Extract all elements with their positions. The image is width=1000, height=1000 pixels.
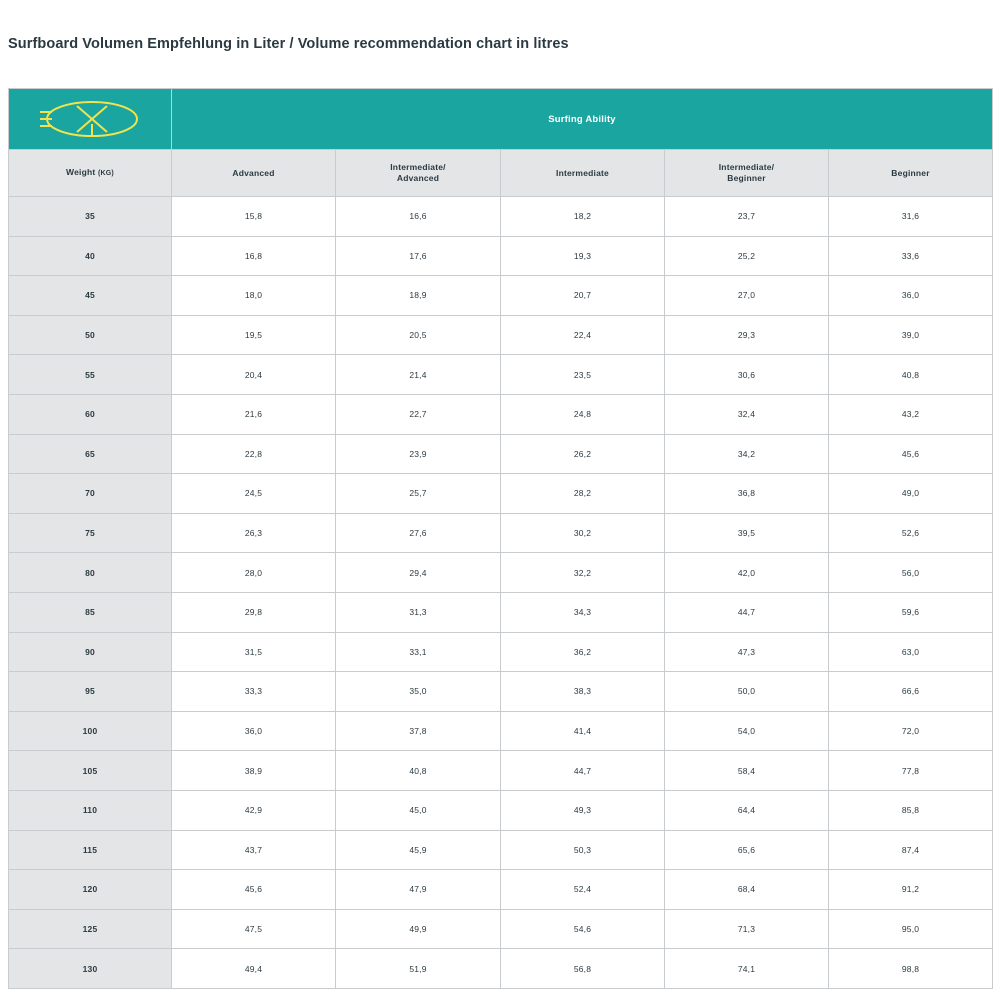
volume-cell-intermediate-beginner: 30,6 <box>665 355 829 395</box>
volume-cell-beginner: 33,6 <box>829 236 993 276</box>
volume-cell-beginner: 52,6 <box>829 513 993 553</box>
table-body <box>9 197 993 989</box>
weight-unit: (KG) <box>97 170 114 178</box>
volume-cell-intermediate: 50,3 <box>501 830 665 870</box>
volume-cell-advanced: 42,9 <box>172 790 336 830</box>
surfing-ability-header: Surfing Ability <box>172 89 993 150</box>
weight-cell: 130 <box>9 949 172 989</box>
weight-cell: 55 <box>9 355 172 395</box>
table-row <box>9 553 993 593</box>
volume-cell-beginner: 39,0 <box>829 315 993 355</box>
volume-cell-intermediate: 54,6 <box>501 909 665 949</box>
volume-cell-intermediate-advanced: 51,9 <box>336 949 501 989</box>
volume-cell-beginner: 91,2 <box>829 870 993 910</box>
volume-cell-intermediate-advanced: 45,0 <box>336 790 501 830</box>
volume-cell-intermediate: 24,8 <box>501 394 665 434</box>
volume-cell-intermediate-advanced: 31,3 <box>336 592 501 632</box>
weight-cell: 95 <box>9 672 172 712</box>
column-header-beginner: Beginner <box>829 150 993 197</box>
column-header-intermediate: Intermediate <box>501 150 665 197</box>
volume-cell-beginner: 72,0 <box>829 711 993 751</box>
volume-cell-intermediate-beginner: 36,8 <box>665 474 829 514</box>
volume-cell-advanced: 18,0 <box>172 276 336 316</box>
table-row <box>9 830 993 870</box>
volume-cell-intermediate-advanced: 29,4 <box>336 553 501 593</box>
volume-cell-intermediate: 52,4 <box>501 870 665 910</box>
volume-cell-intermediate-beginner: 42,0 <box>665 553 829 593</box>
volume-cell-advanced: 22,8 <box>172 434 336 474</box>
volume-cell-beginner: 40,8 <box>829 355 993 395</box>
volume-cell-beginner: 36,0 <box>829 276 993 316</box>
table-row <box>9 434 993 474</box>
volume-cell-intermediate: 22,4 <box>501 315 665 355</box>
volume-cell-intermediate-beginner: 44,7 <box>665 592 829 632</box>
volume-cell-intermediate-advanced: 40,8 <box>336 751 501 791</box>
volume-cell-intermediate: 34,3 <box>501 592 665 632</box>
volume-cell-advanced: 31,5 <box>172 632 336 672</box>
volume-cell-intermediate-beginner: 50,0 <box>665 672 829 712</box>
volume-cell-beginner: 77,8 <box>829 751 993 791</box>
volume-cell-intermediate-beginner: 29,3 <box>665 315 829 355</box>
volume-cell-advanced: 19,5 <box>172 315 336 355</box>
volume-cell-intermediate-beginner: 39,5 <box>665 513 829 553</box>
volume-cell-intermediate: 56,8 <box>501 949 665 989</box>
volume-cell-intermediate-advanced: 47,9 <box>336 870 501 910</box>
volume-cell-intermediate: 18,2 <box>501 197 665 237</box>
volume-cell-advanced: 33,3 <box>172 672 336 712</box>
volume-cell-intermediate: 49,3 <box>501 790 665 830</box>
volume-cell-beginner: 59,6 <box>829 592 993 632</box>
weight-cell: 100 <box>9 711 172 751</box>
weight-cell: 65 <box>9 434 172 474</box>
volume-cell-intermediate: 19,3 <box>501 236 665 276</box>
volume-cell-beginner: 66,6 <box>829 672 993 712</box>
page-title: Surfboard Volumen Empfehlung in Liter / Volume recommendation chart in litres <box>8 36 569 52</box>
volume-cell-intermediate: 23,5 <box>501 355 665 395</box>
table-row <box>9 790 993 830</box>
volume-cell-advanced: 29,8 <box>172 592 336 632</box>
weight-cell: 105 <box>9 751 172 791</box>
weight-cell: 85 <box>9 592 172 632</box>
weight-cell: 40 <box>9 236 172 276</box>
volume-recommendation-table <box>8 88 993 989</box>
table-header-row <box>9 89 993 150</box>
volume-cell-intermediate-beginner: 64,4 <box>665 790 829 830</box>
table-row <box>9 672 993 712</box>
volume-cell-intermediate-advanced: 22,7 <box>336 394 501 434</box>
volume-cell-intermediate: 26,2 <box>501 434 665 474</box>
volume-cell-intermediate: 38,3 <box>501 672 665 712</box>
volume-cell-beginner: 45,6 <box>829 434 993 474</box>
volume-cell-beginner: 98,8 <box>829 949 993 989</box>
weight-label: Weight <box>66 167 96 178</box>
table-row <box>9 949 993 989</box>
volume-cell-intermediate-advanced: 17,6 <box>336 236 501 276</box>
volume-cell-beginner: 31,6 <box>829 197 993 237</box>
weight-cell: 110 <box>9 790 172 830</box>
volume-cell-intermediate-beginner: 34,2 <box>665 434 829 474</box>
volume-cell-advanced: 24,5 <box>172 474 336 514</box>
table-row <box>9 632 993 672</box>
volume-cell-intermediate: 20,7 <box>501 276 665 316</box>
volume-cell-intermediate: 44,7 <box>501 751 665 791</box>
volume-cell-intermediate-advanced: 23,9 <box>336 434 501 474</box>
volume-cell-intermediate-advanced: 35,0 <box>336 672 501 712</box>
volume-cell-intermediate-beginner: 68,4 <box>665 870 829 910</box>
volume-cell-intermediate-beginner: 27,0 <box>665 276 829 316</box>
volume-cell-advanced: 36,0 <box>172 711 336 751</box>
weight-cell: 45 <box>9 276 172 316</box>
volume-cell-intermediate-beginner: 71,3 <box>665 909 829 949</box>
volume-cell-advanced: 20,4 <box>172 355 336 395</box>
volume-cell-intermediate-advanced: 25,7 <box>336 474 501 514</box>
weight-cell: 115 <box>9 830 172 870</box>
table-row <box>9 711 993 751</box>
volume-cell-intermediate-beginner: 65,6 <box>665 830 829 870</box>
column-header-weight <box>9 150 172 197</box>
volume-cell-advanced: 26,3 <box>172 513 336 553</box>
table-subheader-row <box>9 150 993 197</box>
volume-cell-intermediate-beginner: 32,4 <box>665 394 829 434</box>
weight-cell: 80 <box>9 553 172 593</box>
column-header-advanced: Advanced <box>172 150 336 197</box>
volume-cell-beginner: 63,0 <box>829 632 993 672</box>
volume-cell-intermediate-advanced: 49,9 <box>336 909 501 949</box>
table-row <box>9 197 993 237</box>
volume-cell-beginner: 56,0 <box>829 553 993 593</box>
volume-cell-intermediate-advanced: 37,8 <box>336 711 501 751</box>
volume-cell-intermediate-advanced: 33,1 <box>336 632 501 672</box>
volume-cell-intermediate-advanced: 45,9 <box>336 830 501 870</box>
volume-cell-intermediate-beginner: 47,3 <box>665 632 829 672</box>
volume-cell-intermediate-beginner: 25,2 <box>665 236 829 276</box>
weight-cell: 70 <box>9 474 172 514</box>
volume-cell-intermediate-beginner: 54,0 <box>665 711 829 751</box>
table-row <box>9 236 993 276</box>
volume-cell-intermediate-advanced: 27,6 <box>336 513 501 553</box>
weight-cell: 50 <box>9 315 172 355</box>
weight-cell: 125 <box>9 909 172 949</box>
weight-cell: 75 <box>9 513 172 553</box>
table-row <box>9 394 993 434</box>
column-header-intermediate-advanced: Intermediate/ Advanced <box>336 150 501 197</box>
volume-cell-advanced: 43,7 <box>172 830 336 870</box>
volume-cell-beginner: 49,0 <box>829 474 993 514</box>
table-row <box>9 513 993 553</box>
surfboard-icon <box>35 97 145 141</box>
volume-cell-advanced: 15,8 <box>172 197 336 237</box>
table-row <box>9 909 993 949</box>
volume-cell-advanced: 16,8 <box>172 236 336 276</box>
volume-cell-intermediate-advanced: 16,6 <box>336 197 501 237</box>
volume-cell-advanced: 49,4 <box>172 949 336 989</box>
weight-cell: 90 <box>9 632 172 672</box>
volume-cell-intermediate: 30,2 <box>501 513 665 553</box>
volume-cell-beginner: 43,2 <box>829 394 993 434</box>
column-header-intermediate-beginner: Intermediate/ Beginner <box>665 150 829 197</box>
volume-cell-intermediate-advanced: 21,4 <box>336 355 501 395</box>
weight-cell: 35 <box>9 197 172 237</box>
volume-cell-advanced: 45,6 <box>172 870 336 910</box>
table-row <box>9 474 993 514</box>
volume-cell-intermediate-beginner: 23,7 <box>665 197 829 237</box>
volume-cell-beginner: 85,8 <box>829 790 993 830</box>
volume-cell-intermediate-advanced: 20,5 <box>336 315 501 355</box>
table-row <box>9 355 993 395</box>
surfboard-logo-cell <box>9 89 172 150</box>
volume-cell-advanced: 47,5 <box>172 909 336 949</box>
volume-cell-advanced: 38,9 <box>172 751 336 791</box>
volume-cell-intermediate: 32,2 <box>501 553 665 593</box>
table-row <box>9 751 993 791</box>
table-row <box>9 276 993 316</box>
volume-cell-intermediate: 28,2 <box>501 474 665 514</box>
table-row <box>9 315 993 355</box>
volume-cell-intermediate-beginner: 74,1 <box>665 949 829 989</box>
volume-cell-beginner: 87,4 <box>829 830 993 870</box>
weight-cell: 120 <box>9 870 172 910</box>
table-row <box>9 592 993 632</box>
volume-cell-intermediate: 41,4 <box>501 711 665 751</box>
volume-cell-beginner: 95,0 <box>829 909 993 949</box>
weight-cell: 60 <box>9 394 172 434</box>
volume-cell-intermediate-beginner: 58,4 <box>665 751 829 791</box>
table-row <box>9 870 993 910</box>
volume-cell-advanced: 21,6 <box>172 394 336 434</box>
volume-cell-intermediate-advanced: 18,9 <box>336 276 501 316</box>
volume-cell-intermediate: 36,2 <box>501 632 665 672</box>
volume-cell-advanced: 28,0 <box>172 553 336 593</box>
